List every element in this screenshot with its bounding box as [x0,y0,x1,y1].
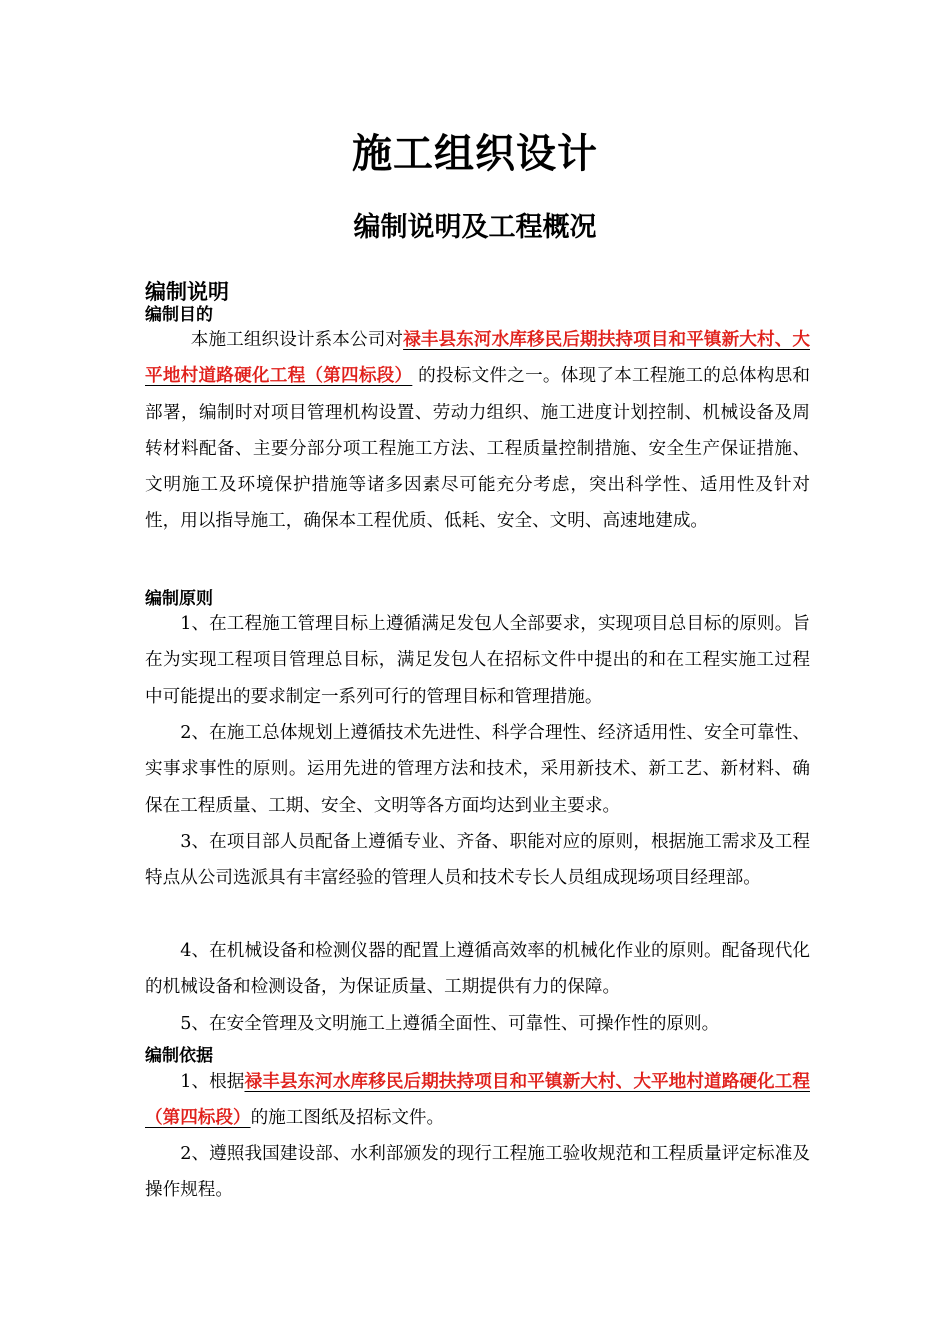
purpose-text-after: 的投标文件之一。体现了本工程施工的总体构思和部署，编制时对项目管理机构设置、劳动力组织、施工进度计划控制、机械设备及周转材料配备、主要分部分项工程施工方法、工程质量控制措施、安全生产保证措施、文明施工及环境保护措施等诸多因素尽可能充分考虑，突出科学性、适用性及针对性，用以指导施工，确保本工程优质、低耗、安全、文明、高速地建成。 [145,366,810,532]
purpose-text-before: 本施工组织设计系本公司对 [190,330,404,350]
principle-item: 2、在施工总体规划上遵循技术先进性、科学合理性、经济适用性、安全可靠性、实事求事性的原则。运用先进的管理方法和技术，采用新技术、新工艺、新材料、确保在工程质量、工期、安全、文明等各方面均达到业主要求。 [145,723,810,816]
principle-item: 4、在机械设备和检测仪器的配置上遵循高效率的机械化作业的原则。配备现代化的机械设备和检测设备，为保证质量、工期提供有力的保障。 [145,941,810,998]
project-name-highlight: 禄丰县东河水库移民后期扶持项目和平镇新大村、大平地村道路硬化工程（第四标段） [145,330,810,387]
principle-item: 3、在项目部人员配备上遵循专业、齐备、职能对应的原则，根据施工需求及工程特点从公司选派具有丰富经验的管理人员和技术专长人员组成现场项目经理部。 [145,832,810,889]
basis-item: 2、遵照我国建设部、水利部颁发的现行工程施工验收规范和工程质量评定标准及操作规程。 [145,1144,810,1201]
basis-item [145,1064,810,1137]
basis-heading: 编制依据 [145,1046,213,1066]
principle-item: 1、在工程施工管理目标上遵循满足发包人全部要求，实现项目总目标的原则。旨在为实现工程项目管理总目标，满足发包人在招标文件中提出的和在工程实施工过程中可能提出的要求制定一系列可行的管理目标和管理措施。 [145,614,810,707]
document-subtitle: 编制说明及工程概况 [353,212,597,243]
purpose-paragraph [145,322,810,540]
section-heading: 编制说明 [145,280,229,304]
principles-heading: 编制原则 [145,589,213,609]
basis-text-after: 的施工图纸及招标文件。 [250,1108,445,1129]
principle-item: 5、在安全管理及文明施工上遵循全面性、可靠性、可操作性的原则。 [180,1014,720,1034]
document-title: 施工组织设计 [352,130,598,177]
basis-text-before: 1、根据 [180,1072,245,1092]
project-name-highlight: 禄丰县东河水库移民后期扶持项目和平镇新大村、大平地村道路硬化工程（第四标段） [145,1072,810,1129]
purpose-heading: 编制目的 [145,305,213,325]
